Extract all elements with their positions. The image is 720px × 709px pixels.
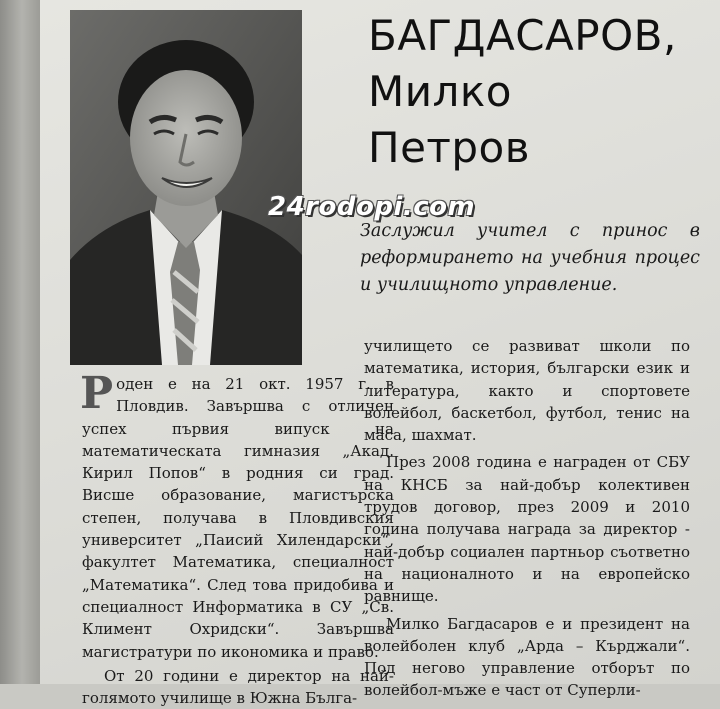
portrait-photo: [70, 10, 302, 365]
adjacent-page-edge: [0, 0, 40, 684]
right-column: [364, 335, 690, 702]
portrait-photo-icon: [70, 10, 302, 365]
paragraph-biography-text: оден е на 21 окт. 1957 г. в Пловдив. Завършва с отличен успех първия випуск на математическата гимназия „Акад. Кирил Попов“ в родния си град. Висше образование, магистърска степен, получава в Пловдивския университет „Паисий Хилендарски“, факултет Математика, специалност „Математика“. След това придобива и специалност Информатика в СУ „Св. Климент Охридски“. Завършва магистратури по икономика и право.: [82, 375, 394, 661]
book-page: [40, 0, 720, 708]
subtitle: Заслужил учител с принос в реформирането на учебния процес и училищното управление.: [360, 221, 700, 295]
page-title: [368, 8, 677, 176]
paragraph-biography: [80, 368, 394, 663]
paragraph-director: От 20 години е директор на най-голямото училище в Южна Бълга-: [82, 666, 394, 708]
title-patronymic: Петров: [368, 123, 530, 172]
paragraph-schools: училището се развиват школи по математика, история, български език и литература, както и спортовете волейбол, баскетбол, футбол, тенис на маса, шахмат.: [364, 337, 690, 445]
title-surname: БАГДАСАРОВ,: [368, 11, 677, 60]
paragraph-awards: През 2008 година е награден от СБУ на КНСБ за най-добър колективен трудов договор, през 2009 и 2010 година получава награда за директор - най-добър социален партньор съответно на националното и на европейско равнище.: [364, 453, 690, 606]
site-watermark: 24rodopi.com: [268, 192, 476, 222]
left-column: [80, 368, 394, 709]
title-first-name: Милко: [368, 67, 512, 116]
drop-cap: Р: [80, 368, 114, 419]
paragraph-volleyball: Милко Багдасаров е и президент на волейболен клуб „Арда – Кърджали“. Под негово управление отборът по волейбол-мъже е част от Суперли-: [364, 614, 690, 700]
